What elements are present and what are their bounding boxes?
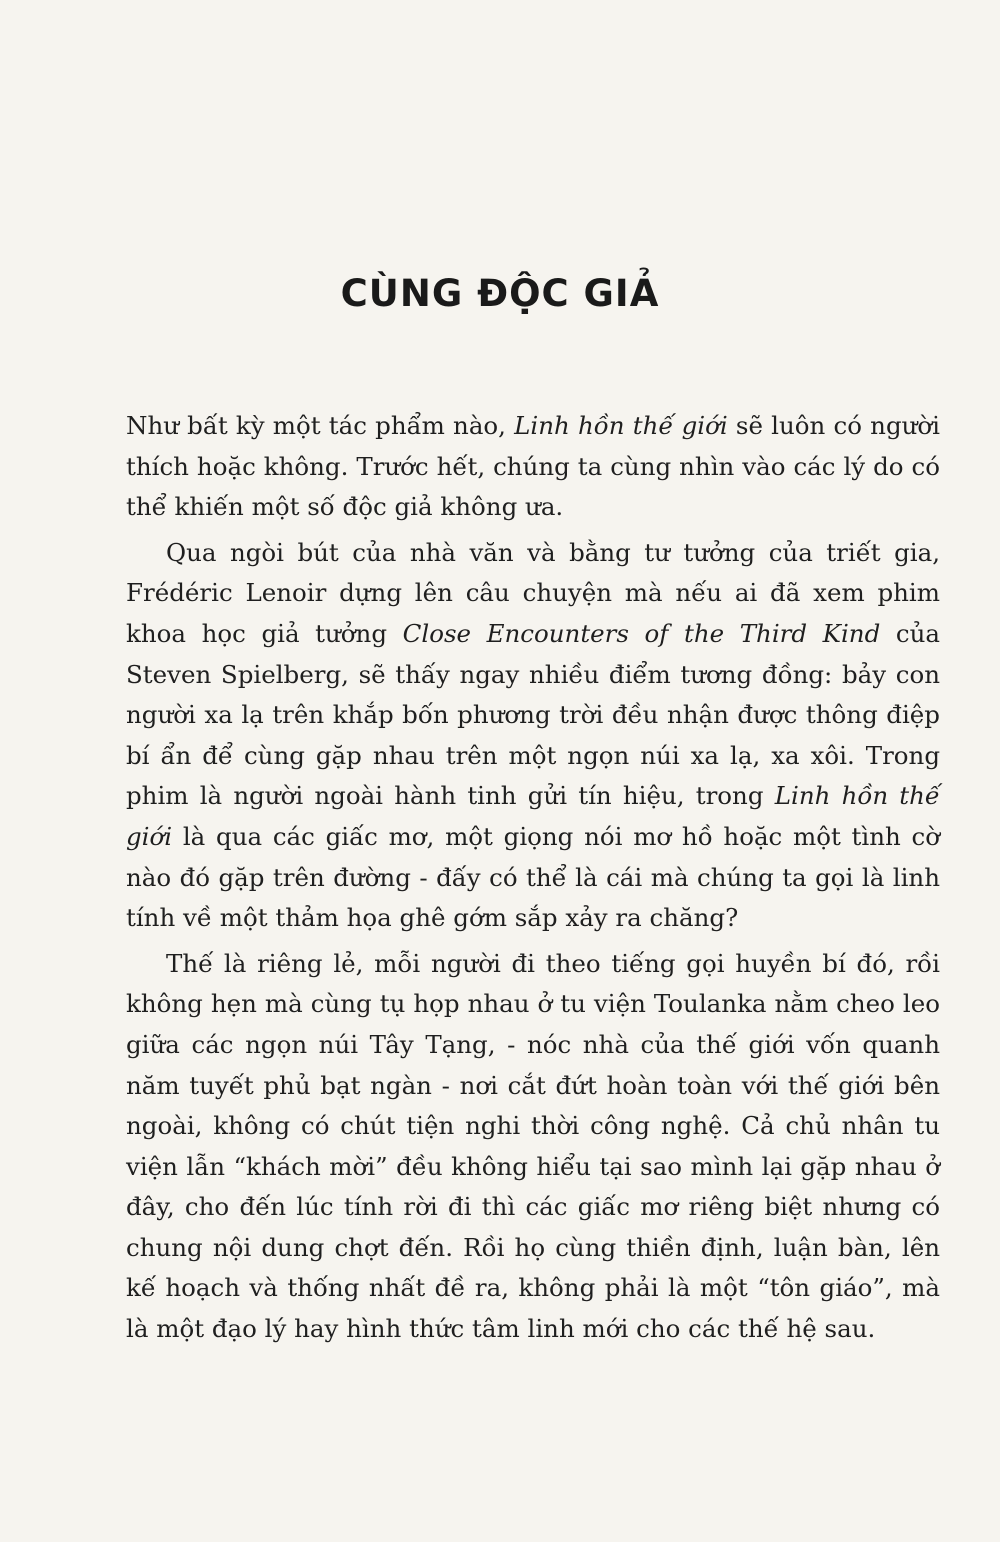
paragraph bbox=[126, 406, 940, 528]
text-run: Như bất kỳ một tác phẩm nào, bbox=[126, 411, 515, 440]
paragraph bbox=[126, 533, 940, 939]
text-run: sẽ luôn có người thích hoặc không. Trước hết, chúng ta cùng nhìn vào các lý do có thể khiến một số độc giả không ưa. bbox=[126, 411, 940, 522]
text-run: Qua ngòi bút của nhà văn và bằng tư tưởng của triết gia, Frédéric Lenoir dựng lên câu chuyện mà nếu ai đã xem phim khoa học giả tưởng bbox=[126, 537, 940, 648]
text-run: Thế là riêng lẻ, mỗi người đi theo tiếng gọi huyền bí đó, rồi không hẹn mà cùng tụ họp nhau ở tu viện Toulanka nằm cheo leo giữa các ngọn núi Tây Tạng, - nóc nhà của thế giới vốn quanh năm tuyết phủ bạt ngàn - nơi cắt đứt hoàn toàn với thế giới bên ngoài, không có chút tiện nghi thời công nghệ. Cả chủ nhân tu viện lẫn “khách mời” đều không hiểu tại sao mình lại gặp nhau ở đây, cho đến lúc tính rời đi thì các giấc mơ riêng biệt nhưng có chung nội dung chợt đến. Rồi họ cùng thiền định, luận bàn, lên kế hoạch và thống nhất đề ra, không phải là một “tôn giáo”, mà là một đạo lý hay hình thức tâm linh mới cho các thế hệ sau. bbox=[126, 948, 940, 1344]
book-title-italic: Linh hồn thế giới bbox=[126, 781, 940, 851]
page-heading: CÙNG ĐỘC GIẢ bbox=[340, 272, 660, 315]
book-title-italic: Linh hồn thế giới bbox=[514, 411, 728, 440]
text-run: của Steven Spielberg, sẽ thấy ngay nhiều điểm tương đồng: bảy con người xa lạ trên khắp bốn phương trời đều nhận được thông điệp bí ẩn để cùng gặp nhau trên một ngọn núi xa lạ, xa xôi. Trong phim là người ngoài hành tinh gửi tín hiệu, trong bbox=[126, 618, 940, 811]
text-run: là qua các giấc mơ, một giọng nói mơ hồ hoặc một tình cờ nào đó gặp trên đường - đấy có thể là cái mà chúng ta gọi là linh tính về một thảm họa ghê gớm sắp xảy ra chăng? bbox=[126, 821, 940, 933]
paragraph bbox=[126, 944, 940, 1350]
film-title-italic: Close Encounters of the Third Kind bbox=[402, 618, 881, 648]
body-text bbox=[126, 406, 940, 1352]
